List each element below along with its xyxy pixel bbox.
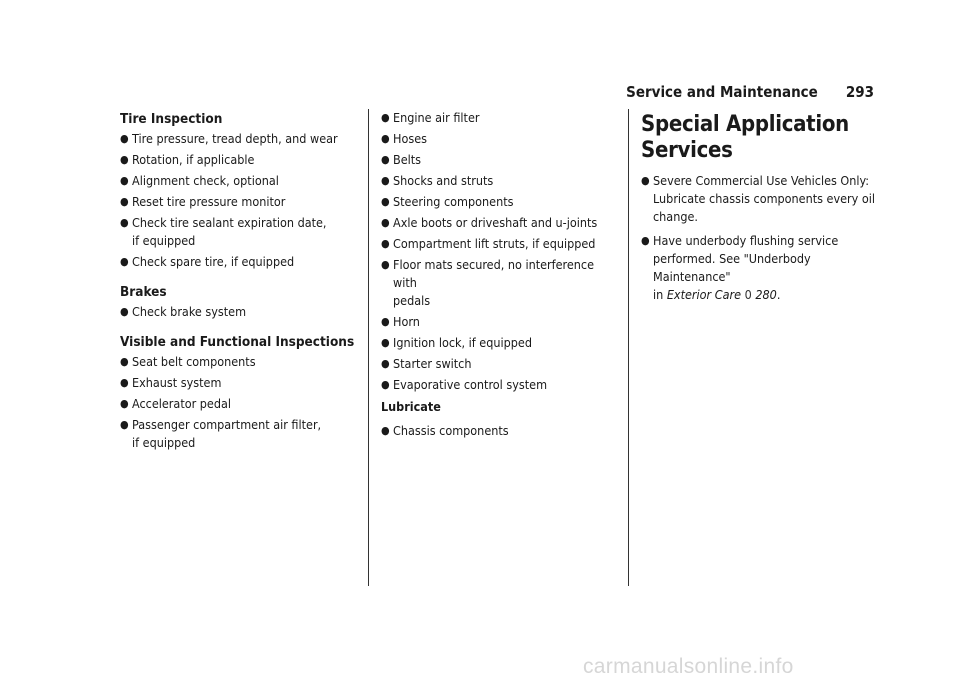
column-1 [120, 110, 360, 455]
bullet-icon: ● [381, 315, 390, 328]
bullet-icon: ● [120, 355, 129, 368]
bullet-icon: ● [381, 424, 390, 437]
column-2 [381, 109, 621, 443]
list-item: ● Tire pressure, tread depth, and wear [120, 131, 338, 146]
bullet-icon: ● [381, 153, 390, 166]
page-ref-link[interactable]: 280 [755, 287, 777, 302]
bullet-icon: ● [120, 255, 129, 268]
list-item: ● Reset tire pressure monitor [120, 194, 286, 209]
list-item: ● Compartment lift struts, if equipped [381, 236, 596, 251]
list-item: ● Severe Commercial Use Vehicles Only: Lubricate chassis components every oil change. [641, 173, 876, 224]
list-item: ● Shocks and struts [381, 173, 494, 188]
bullet-icon: ● [120, 174, 129, 187]
heading-special-application-services: Special Application Services [641, 112, 849, 163]
bullet-icon: ● [120, 305, 129, 318]
section-title: Service and Maintenance [626, 83, 818, 101]
heading-visible-functional: Visible and Functional Inspections [120, 334, 355, 350]
lubricate-list [381, 422, 621, 440]
list-item: ● Axle boots or driveshaft and u-joints [381, 215, 598, 230]
heading-tire-inspection: Tire Inspection [120, 111, 223, 127]
heading-brakes: Brakes [120, 284, 167, 300]
bullet-icon: ● [381, 216, 390, 229]
list-item: ● Check tire sealant expiration date, if equipped [120, 215, 327, 248]
bullet-icon: ● [120, 153, 129, 166]
bullet-icon: ● [381, 336, 390, 349]
list-item: ● Check brake system [120, 304, 247, 319]
bullet-icon: ● [381, 258, 390, 271]
list-item: ● Ignition lock, if equipped [381, 335, 532, 350]
page-number: 293 [845, 83, 874, 101]
bullet-icon: ● [381, 132, 390, 145]
list-item: ● Exhaust system [120, 375, 222, 390]
visible-functional-list [120, 353, 360, 452]
bullet-icon: ● [120, 132, 129, 145]
list-item: ● Check spare tire, if equipped [120, 254, 295, 269]
bullet-icon: ● [381, 195, 390, 208]
bullet-icon: ● [641, 234, 650, 247]
bullet-icon: ● [381, 111, 390, 124]
column-divider-left [368, 109, 369, 586]
bullet-icon: ● [381, 378, 390, 391]
bullet-icon: ● [120, 376, 129, 389]
list-item: ● Have underbody flushing service performed. See "Underbody Maintenance" in Exterior Care 0 280. [641, 233, 839, 302]
tire-inspection-list [120, 130, 360, 271]
special-services-list [641, 172, 881, 304]
list-item: ● Starter switch [381, 356, 472, 371]
bullet-icon: ● [381, 357, 390, 370]
bullet-icon: ● [381, 237, 390, 250]
heading-lubricate: Lubricate [381, 399, 441, 414]
brakes-list [120, 303, 360, 321]
exterior-care-link[interactable]: Exterior Care [666, 287, 742, 302]
list-item: ● Evaporative control system [381, 377, 548, 392]
list-item: ● Seat belt components [120, 354, 256, 369]
column-divider-right [628, 109, 629, 586]
list-item: ● Passenger compartment air filter, if equipped [120, 417, 322, 450]
column-3 [641, 112, 881, 307]
inspection-list [381, 109, 621, 394]
list-item: ● Engine air filter [381, 110, 480, 125]
list-item: ● Belts [381, 152, 422, 167]
list-item: ● Alignment check, optional [120, 173, 279, 188]
list-item: ● Hoses [381, 131, 427, 146]
bullet-icon: ● [381, 174, 390, 187]
list-item: ● Horn [381, 314, 420, 329]
list-item: ● Floor mats secured, no interference with pedals [381, 257, 595, 308]
bullet-icon: ● [120, 216, 129, 229]
list-item: ● Rotation, if applicable [120, 152, 255, 167]
bullet-icon: ● [120, 195, 129, 208]
list-item: ● Accelerator pedal [120, 396, 232, 411]
running-header [626, 83, 874, 101]
page-ref-arrow-icon: 0 [744, 287, 752, 302]
bullet-icon: ● [641, 174, 650, 187]
list-item: ● Steering components [381, 194, 514, 209]
list-item: ● Chassis components [381, 423, 509, 438]
watermark: carmanualsonline.info [583, 655, 794, 678]
bullet-icon: ● [120, 418, 129, 431]
bullet-icon: ● [120, 397, 129, 410]
